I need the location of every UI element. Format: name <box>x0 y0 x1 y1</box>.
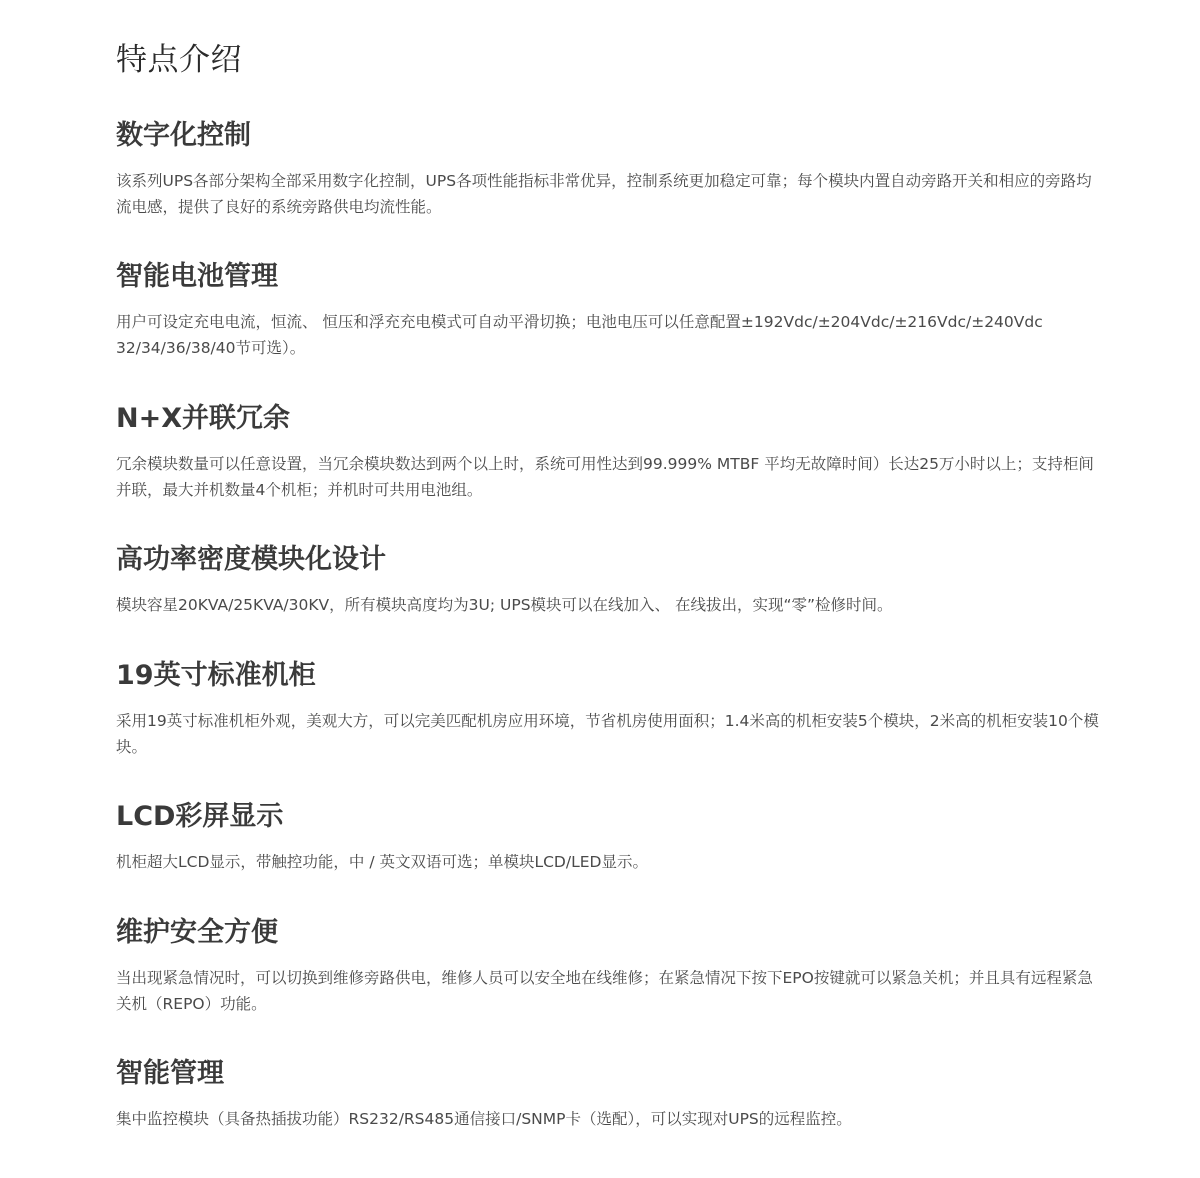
page-title: 特点介绍 <box>116 42 242 78</box>
feature-title: 高功率密度模块化设计 <box>116 544 386 575</box>
feature-parallel-redundancy <box>116 401 1106 503</box>
feature-description: 采用19英寸标准机柜外观，美观大方，可以完美匹配机房应用环境，节省机房使用面积；1.4米高的机柜安装5个模块，2米高的机柜安装10个模块。 <box>116 712 1099 756</box>
feature-maintenance-safety <box>116 915 1106 1017</box>
feature-title: 19英寸标准机柜 <box>116 660 316 691</box>
feature-description: 该系列UPS各部分架构全部采用数字化控制，UPS各项性能指标非常优异，控制系统更加稳定可靠；每个模块内置自动旁路开关和相应的旁路均流电感，提供了良好的系统旁路供电均流性能。 <box>116 172 1092 216</box>
feature-modular-design <box>116 542 1106 618</box>
feature-title: N+X并联冗余 <box>116 403 291 434</box>
feature-smart-management <box>116 1056 1106 1132</box>
feature-standard-cabinet <box>116 658 1106 760</box>
feature-title: 智能电池管理 <box>116 261 278 292</box>
feature-battery-management <box>116 259 1106 361</box>
feature-lcd-display <box>116 799 1106 875</box>
feature-description: 集中监控模块（具备热插拔功能）RS232/RS485通信接口/SNMP卡（选配），可以实现对UPS的远程监控。 <box>116 1110 852 1128</box>
feature-description: 当出现紧急情况时，可以切换到维修旁路供电，维修人员可以安全地在线维修；在紧急情况下按下EPO按键就可以紧急关机；并且具有远程紧急关机（REPO）功能。 <box>116 969 1093 1013</box>
feature-description: 冗余模块数量可以任意设置，当冗余模块数达到两个以上时，系统可用性达到99.999% MTBF 平均无故障时间）长达25万小时以上；支持柜间并联，最大并机数量4个机柜；并机时可共用电池组。 <box>116 455 1094 499</box>
feature-title: LCD彩屏显示 <box>116 801 284 832</box>
feature-digital-control <box>116 118 1106 220</box>
feature-title: 维护安全方便 <box>116 917 278 948</box>
feature-description: 机柜超大LCD显示，带触控功能，中 / 英文双语可选；单模块LCD/LED显示。 <box>116 853 648 871</box>
feature-description: 模块容星20KVA/25KVA/30KV，所有模块高度均为3U; UPS模块可以在线加入、 在线拔出，实现“零”检修时间。 <box>116 596 893 614</box>
feature-description: 用户可设定充电电流，恒流、 恒压和浮充充电模式可自动平滑切换；电池电压可以任意配置±192Vdc/±204Vdc/±216Vdc/±240Vdc 32/34/36/38/40节可选）。 <box>116 313 1043 357</box>
feature-title: 数字化控制 <box>116 120 251 151</box>
feature-title: 智能管理 <box>116 1058 224 1089</box>
